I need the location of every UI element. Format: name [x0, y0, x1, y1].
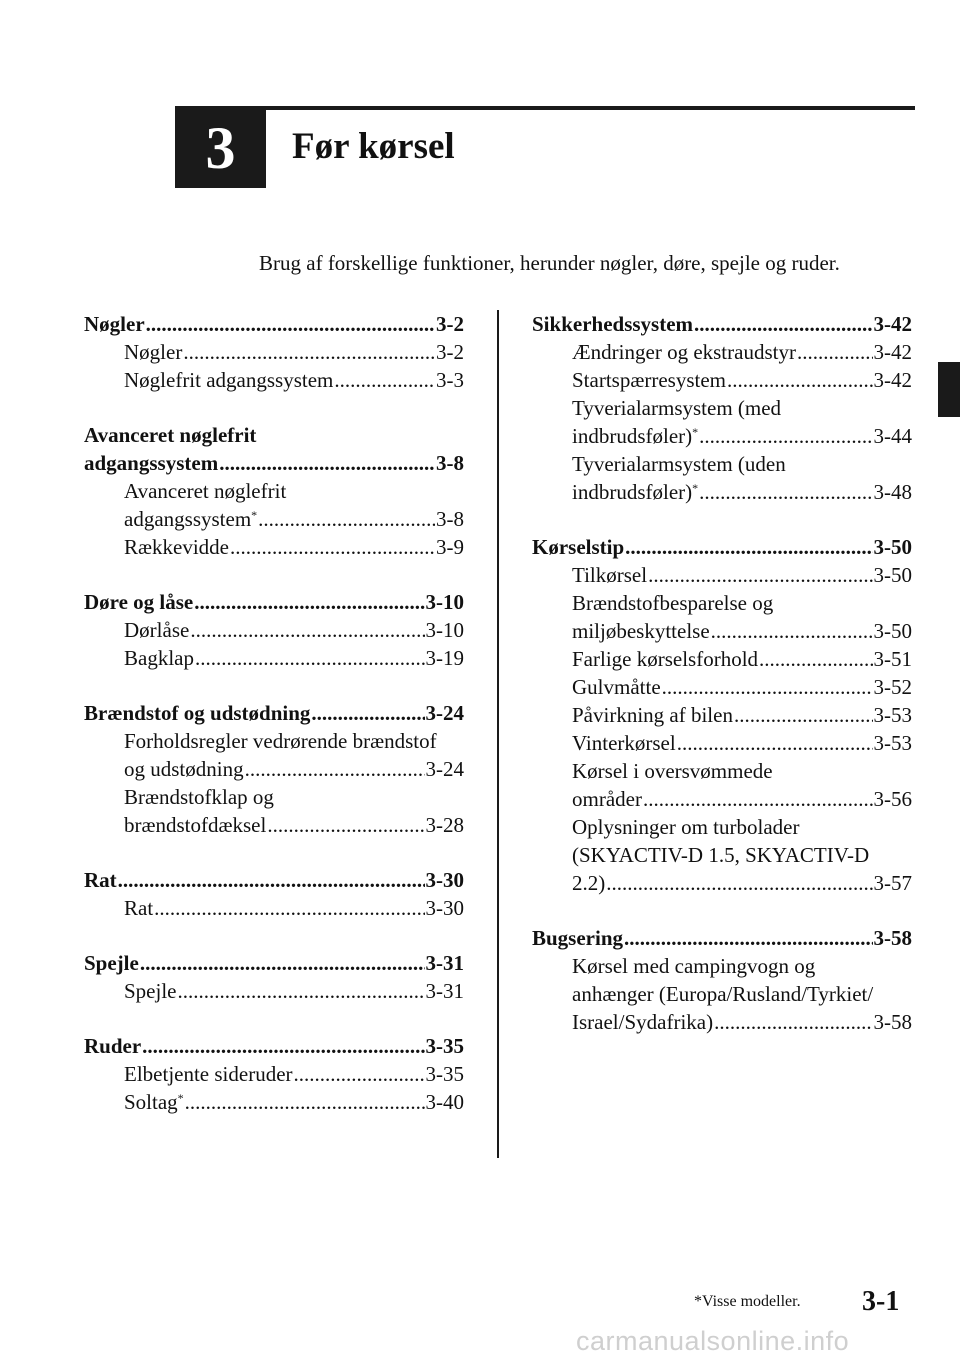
toc-entry-text: 2.2) — [572, 871, 606, 895]
dot-leader — [606, 869, 872, 897]
toc-section — [84, 699, 464, 839]
toc-section-heading-line — [84, 699, 464, 727]
toc-entry[interactable] — [124, 1060, 464, 1088]
toc-section-heading-line — [84, 866, 464, 894]
toc-entry-page: 3-35 — [425, 1062, 464, 1086]
toc-entry-page: 3-8 — [436, 507, 464, 531]
toc-entry-line — [572, 980, 912, 1008]
dot-leader — [230, 533, 435, 561]
toc-entry-page: 3-24 — [425, 757, 464, 781]
toc-entry-line — [572, 589, 912, 617]
toc-entry-page: 3-48 — [873, 480, 912, 504]
toc-section-heading-page: 3-31 — [425, 951, 464, 975]
toc-entry-text: anhænger (Europa/Rusland/Tyrkiet/ — [572, 982, 874, 1006]
toc-entry-text: Elbetjente sideruder — [124, 1062, 293, 1086]
toc-entry-line — [124, 644, 464, 672]
dot-leader — [662, 673, 873, 701]
dot-leader — [727, 366, 873, 394]
dot-leader — [677, 729, 873, 757]
dot-leader — [245, 755, 425, 783]
toc-entry-line — [572, 729, 912, 757]
dot-leader — [194, 588, 424, 616]
toc-entry-text: Tyverialarmsystem (med — [572, 396, 782, 420]
toc-entry-text: Rækkevidde — [124, 535, 229, 559]
toc-entry-page: 3-44 — [873, 424, 912, 448]
toc-entry-text: Spejle — [124, 979, 177, 1003]
toc-entry-text: Tyverialarmsystem (uden — [572, 452, 786, 476]
toc-section-heading[interactable] — [84, 421, 464, 477]
toc-entry-text: Israel/Sydafrika) — [572, 1010, 714, 1034]
toc-entry-line — [572, 785, 912, 813]
toc-entry-page: 3-42 — [873, 368, 912, 392]
toc-section-heading-line — [84, 449, 464, 477]
toc-entry[interactable] — [124, 1088, 464, 1116]
toc-section-heading-text: Kørselstip — [532, 535, 625, 559]
toc-entry-line — [572, 561, 912, 589]
dot-leader — [643, 785, 873, 813]
toc-entry[interactable] — [124, 616, 464, 644]
toc-entry-line — [572, 673, 912, 701]
toc-entry-line — [572, 813, 912, 841]
toc-section-heading-text: Spejle — [84, 951, 139, 975]
toc-entry[interactable] — [572, 450, 912, 506]
dot-leader — [258, 505, 435, 533]
toc-section-heading[interactable] — [84, 949, 464, 977]
toc-section-heading-text: Døre og låse — [84, 590, 194, 614]
toc-entry-line — [124, 755, 464, 783]
toc-entry-text: og udstødning — [124, 757, 244, 781]
toc-entry-page: 3-42 — [873, 340, 912, 364]
toc-entry-page: 3-30 — [425, 896, 464, 920]
toc-entry-text: Kørsel i oversvømmede — [572, 759, 773, 783]
toc-entry-text: Brændstofbesparelse og — [572, 591, 774, 615]
toc-entry-page: 3-50 — [873, 619, 912, 643]
toc-section-heading-line — [84, 1032, 464, 1060]
toc-entry-text: Påvirkning af bilen — [572, 703, 733, 727]
toc-entry-line — [572, 450, 912, 478]
toc-entry-line — [572, 701, 912, 729]
toc-entry-text: Bagklap — [124, 646, 194, 670]
toc-entry-page: 3-58 — [873, 1010, 912, 1034]
toc-section — [532, 533, 912, 897]
dot-leader — [699, 422, 872, 450]
toc-entry[interactable] — [572, 394, 912, 450]
toc-entry-line — [572, 1008, 912, 1036]
toc-entry-line — [124, 366, 464, 394]
toc-section-heading[interactable] — [84, 699, 464, 727]
toc-section — [84, 310, 464, 394]
dot-leader — [140, 949, 425, 977]
toc-entry[interactable] — [572, 338, 912, 366]
toc-section-heading[interactable] — [84, 588, 464, 616]
toc-entry-page: 3-28 — [425, 813, 464, 837]
dot-leader — [146, 310, 435, 338]
toc-entry-text: områder — [572, 787, 642, 811]
toc-entry-text: Nøgler — [124, 340, 183, 364]
toc-entry-page: 3-57 — [873, 871, 912, 895]
toc-entry-text: indbrudsføler)* — [572, 480, 699, 504]
toc-section-heading-text: Ruder — [84, 1034, 142, 1058]
toc-entry[interactable] — [124, 366, 464, 394]
toc-section-heading-line — [84, 421, 464, 449]
dot-leader — [178, 977, 425, 1005]
dot-leader — [797, 338, 873, 366]
toc-entry-text: Gulvmåtte — [572, 675, 661, 699]
toc-entry-text: Tilkørsel — [572, 563, 648, 587]
toc-entry[interactable] — [124, 338, 464, 366]
toc-section-heading[interactable] — [532, 924, 912, 952]
dot-leader — [267, 811, 424, 839]
dot-leader — [154, 894, 424, 922]
toc-entry-page: 3-53 — [873, 731, 912, 755]
toc-entry-page: 3-50 — [873, 563, 912, 587]
toc-section-heading-text: adgangssystem — [84, 451, 219, 475]
toc-entry-line — [572, 869, 912, 897]
toc-entry-line — [124, 505, 464, 533]
toc-entry-text: indbrudsføler)* — [572, 424, 699, 448]
model-availability-marker: * — [177, 1091, 184, 1105]
toc-entry[interactable] — [572, 645, 912, 673]
toc-entry[interactable] — [572, 366, 912, 394]
dot-leader — [714, 1008, 872, 1036]
toc-section-heading-page: 3-2 — [436, 312, 464, 336]
toc-entry-page: 3-10 — [425, 618, 464, 642]
toc-entry-text: Farlige kørselsforhold — [572, 647, 759, 671]
toc-entry-line — [572, 422, 912, 450]
dot-leader — [118, 866, 425, 894]
chapter-number-box — [175, 108, 266, 188]
toc-section-heading-page: 3-58 — [873, 926, 912, 950]
dot-leader — [294, 1060, 425, 1088]
toc-entry[interactable] — [124, 477, 464, 533]
toc-entry[interactable] — [124, 727, 464, 783]
toc-section — [532, 924, 912, 1036]
dot-leader — [183, 338, 435, 366]
toc-section — [84, 949, 464, 1005]
toc-entry-line — [124, 783, 464, 811]
dot-leader — [219, 449, 435, 477]
toc-section-heading[interactable] — [84, 866, 464, 894]
toc-section-heading-line — [532, 310, 912, 338]
toc-section — [84, 421, 464, 561]
toc-section — [84, 588, 464, 672]
toc-entry-text: Kørsel med campingvogn og — [572, 954, 816, 978]
toc-section-heading-text: Rat — [84, 868, 117, 892]
footnote: *Visse modeller. — [694, 1293, 801, 1310]
dot-leader — [625, 533, 872, 561]
model-availability-marker: * — [251, 508, 258, 522]
model-availability-marker: * — [692, 481, 699, 495]
dot-leader — [694, 310, 872, 338]
toc-entry-page: 3-31 — [425, 979, 464, 1003]
toc-entry-text: adgangssystem* — [124, 507, 258, 531]
toc-entry-line — [572, 478, 912, 506]
toc-entry-line — [124, 533, 464, 561]
toc-section-heading-text: Nøgler — [84, 312, 145, 336]
toc-entry-line — [572, 645, 912, 673]
dot-leader — [711, 617, 873, 645]
dot-leader — [699, 478, 872, 506]
toc-entry-text: Nøglefrit adgangssystem — [124, 368, 334, 392]
toc-section — [84, 1032, 464, 1116]
toc-entry-page: 3-56 — [873, 787, 912, 811]
dot-leader — [759, 645, 872, 673]
toc-entry-text: Dørlåse — [124, 618, 190, 642]
dot-leader — [624, 924, 872, 952]
chapter-subtitle: Brug af forskellige funktioner, herunder nøgler, døre, spejle og ruder. — [259, 251, 840, 275]
toc-entry-text: Oplysninger om turbolader — [572, 815, 800, 839]
dot-leader — [648, 561, 872, 589]
chapter-thumb-tab — [938, 362, 960, 417]
chapter-header-rule — [175, 106, 915, 110]
toc-section-heading-text: Avanceret nøglefrit — [84, 423, 257, 447]
toc-entry-line — [124, 977, 464, 1005]
toc-section — [84, 866, 464, 922]
toc-entry-text: Avanceret nøglefrit — [124, 479, 287, 503]
toc-section-heading-line — [84, 949, 464, 977]
toc-section-heading-line — [532, 533, 912, 561]
toc-entry-line — [572, 841, 912, 869]
toc-section-heading-text: Sikkerhedssystem — [532, 312, 694, 336]
toc-section-heading-line — [84, 588, 464, 616]
toc-entry-text: (SKYACTIV-D 1.5, SKYACTIV-D — [572, 843, 870, 867]
model-availability-marker: * — [692, 425, 699, 439]
dot-leader — [734, 701, 873, 729]
toc-entry-line — [124, 616, 464, 644]
toc-section-heading[interactable] — [532, 310, 912, 338]
toc-section-heading[interactable] — [532, 533, 912, 561]
toc-section-heading-text: Bugsering — [532, 926, 624, 950]
toc-entry-line — [124, 338, 464, 366]
toc-entry[interactable] — [572, 729, 912, 757]
toc-entry-text: miljøbeskyttelse — [572, 619, 710, 643]
dot-leader — [334, 366, 435, 394]
dot-leader — [185, 1088, 425, 1116]
toc-entry-line — [572, 394, 912, 422]
toc-section-heading-page: 3-42 — [873, 312, 912, 336]
toc-entry-page: 3-51 — [873, 647, 912, 671]
toc-entry[interactable] — [124, 644, 464, 672]
toc-entry-text: Forholdsregler vedrørende brændstof — [124, 729, 437, 753]
toc-entry-line — [572, 757, 912, 785]
toc-entry-page: 3-2 — [436, 340, 464, 364]
toc-entry-line — [572, 366, 912, 394]
toc-entry-text: brændstofdæksel — [124, 813, 267, 837]
toc-section-heading-line — [84, 310, 464, 338]
toc-entry-page: 3-9 — [436, 535, 464, 559]
toc-entry[interactable] — [572, 589, 912, 645]
toc-entry[interactable] — [572, 673, 912, 701]
toc-entry-page: 3-53 — [873, 703, 912, 727]
toc-entry-text: Brændstofklap og — [124, 785, 274, 809]
toc-entry[interactable] — [572, 701, 912, 729]
toc-entry-line — [124, 1088, 464, 1116]
toc-entry-text: Rat — [124, 896, 154, 920]
toc-section-heading-page: 3-30 — [425, 868, 464, 892]
dot-leader — [190, 616, 424, 644]
toc-section-heading[interactable] — [84, 310, 464, 338]
page-number: 3-1 — [862, 1286, 900, 1317]
toc-entry-line — [124, 727, 464, 755]
chapter-title: Før kørsel — [292, 126, 455, 167]
toc-entry-page: 3-40 — [425, 1090, 464, 1114]
toc-entry[interactable] — [572, 561, 912, 589]
toc-entry[interactable] — [572, 952, 912, 1036]
toc-entry[interactable] — [124, 977, 464, 1005]
toc-entry[interactable] — [124, 533, 464, 561]
toc-entry[interactable] — [124, 783, 464, 839]
toc-entry[interactable] — [572, 813, 912, 897]
toc-section — [532, 310, 912, 506]
toc-entry-line — [124, 894, 464, 922]
toc-entry-line — [572, 952, 912, 980]
dot-leader — [311, 699, 424, 727]
toc-entry-text: Soltag* — [124, 1090, 184, 1114]
toc-entry-page: 3-19 — [425, 646, 464, 670]
toc-entry-line — [124, 811, 464, 839]
toc-left-column — [84, 310, 464, 1143]
toc-entry-page: 3-3 — [436, 368, 464, 392]
toc-section-heading-page: 3-24 — [425, 701, 464, 725]
toc-section-heading-page: 3-8 — [436, 451, 464, 475]
toc-entry-text: Ændringer og ekstraudstyr — [572, 340, 796, 364]
chapter-number: 3 — [205, 114, 236, 181]
toc-section-heading-page: 3-50 — [873, 535, 912, 559]
toc-entry-line — [572, 338, 912, 366]
watermark: carmanualsonline.info — [576, 1326, 850, 1356]
toc-right-column — [532, 310, 912, 1063]
toc-section-heading[interactable] — [84, 1032, 464, 1060]
toc-section-heading-page: 3-35 — [425, 1034, 464, 1058]
toc-entry[interactable] — [572, 757, 912, 813]
column-divider — [497, 310, 499, 1158]
toc-entry-text: Startspærresystem — [572, 368, 726, 392]
toc-section-heading-line — [532, 924, 912, 952]
toc-entry-line — [124, 477, 464, 505]
toc-entry-line — [572, 617, 912, 645]
toc-section-heading-page: 3-10 — [425, 590, 464, 614]
toc-section-heading-text: Brændstof og udstødning — [84, 701, 311, 725]
toc-entry-line — [124, 1060, 464, 1088]
toc-entry-page: 3-52 — [873, 675, 912, 699]
toc-entry[interactable] — [124, 894, 464, 922]
dot-leader — [142, 1032, 424, 1060]
toc-entry-text: Vinterkørsel — [572, 731, 676, 755]
dot-leader — [195, 644, 425, 672]
